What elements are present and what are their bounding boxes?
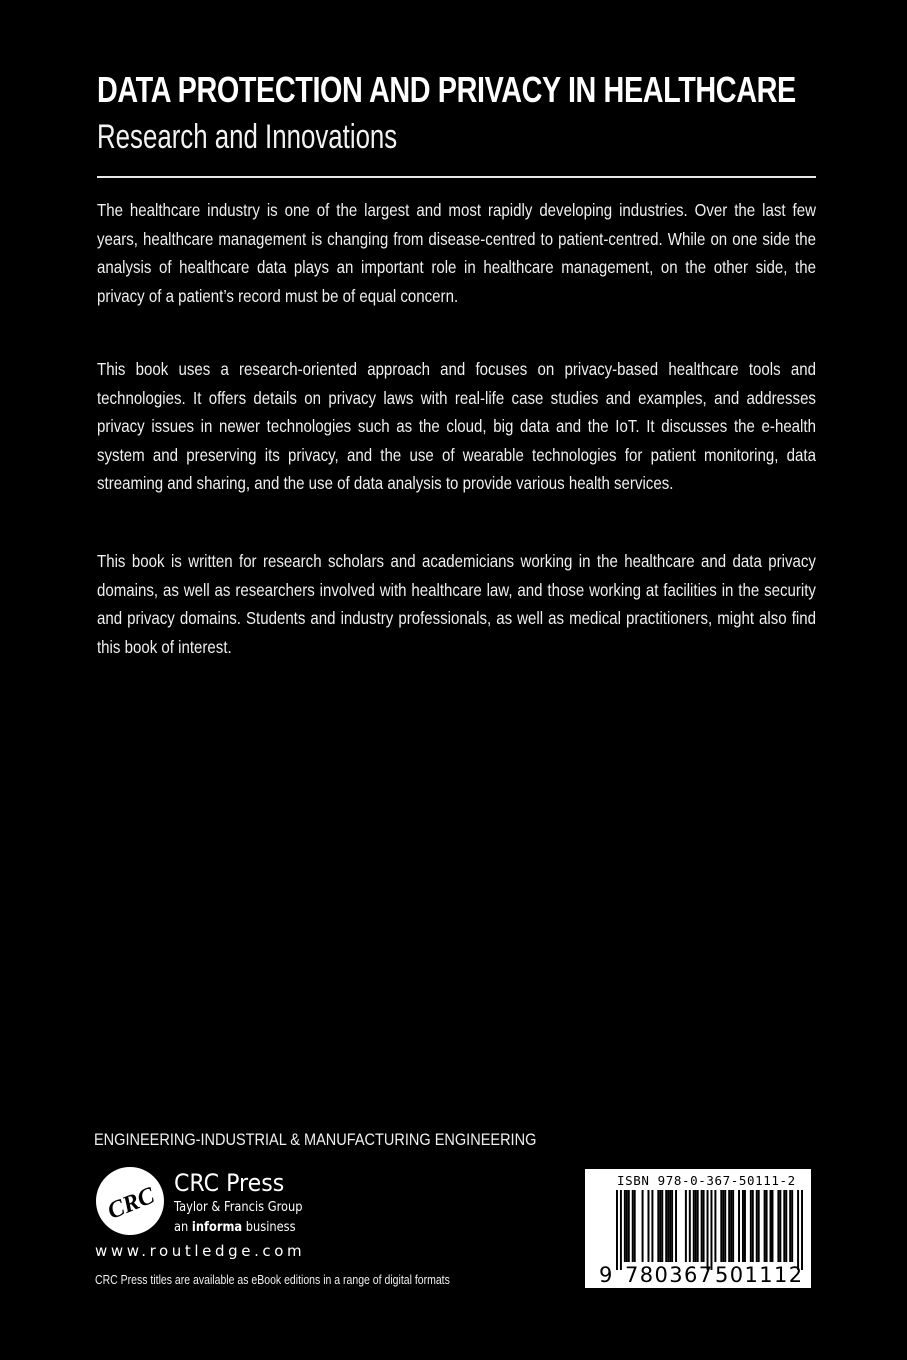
- barcode-bar: [791, 1190, 793, 1262]
- blurb-paragraph-2: [97, 355, 816, 498]
- barcode-bar: [632, 1190, 634, 1262]
- barcode-bar: [738, 1190, 740, 1262]
- publisher-informa: [174, 1220, 296, 1236]
- barcode-bar: [714, 1190, 716, 1262]
- informa-suffix: business: [245, 1220, 296, 1235]
- barcode-bar: [675, 1190, 677, 1262]
- barcode-bar: [730, 1190, 732, 1262]
- barcode-bar: [756, 1190, 758, 1262]
- ebook-note: CRC Press titles are available as eBook editions in a range of digital formats: [95, 1273, 450, 1287]
- barcode-bar: [651, 1190, 653, 1262]
- barcode-bar: [720, 1190, 722, 1262]
- barcode-bar: [642, 1190, 644, 1262]
- barcode-bar: [732, 1190, 734, 1262]
- barcode-bar: [695, 1190, 697, 1262]
- book-subtitle: Research and Innovations: [97, 118, 398, 156]
- isbn-barcode: [585, 1169, 811, 1288]
- barcode-bar: [616, 1190, 618, 1270]
- barcode-bar: [669, 1190, 671, 1262]
- barcode-bar: [701, 1190, 703, 1262]
- publisher-name: CRC Press: [174, 1169, 285, 1197]
- barcode-bar: [671, 1190, 673, 1262]
- barcode-bar: [703, 1190, 705, 1262]
- blurb-text: This book uses a research-oriented approach and focuses on privacy-based healthcare tools and technologies. It offers details on privacy laws with real-life case studies and examples, and addresses privacy issues in newer technologies such as the cloud, big data and the IoT. It discusses the e-health system and preserving its privacy, and the use of wearable technologies for patient monitoring, data streaming and sharing, and the use of data analysis to provide various health services.: [97, 359, 816, 493]
- publisher-url[interactable]: www.routledge.com: [95, 1242, 306, 1260]
- barcode-bar: [689, 1190, 691, 1262]
- barcode-bar: [628, 1190, 630, 1262]
- barcode-bars: [616, 1190, 803, 1270]
- barcode-bar: [620, 1190, 622, 1270]
- barcode-bar: [783, 1190, 785, 1262]
- title-divider: [97, 176, 816, 178]
- barcode-bar: [722, 1190, 724, 1262]
- subject-category: ENGINEERING-INDUSTRIAL & MANUFACTURING ENGINEERING: [94, 1131, 537, 1149]
- barcode-bar: [724, 1190, 726, 1262]
- barcode-bar: [744, 1190, 746, 1262]
- barcode-bar: [707, 1190, 709, 1270]
- barcode-bar: [661, 1190, 663, 1262]
- crc-logo-icon: [96, 1167, 164, 1235]
- barcode-bar: [750, 1190, 752, 1262]
- barcode-bar: [770, 1190, 772, 1262]
- barcode-bar: [758, 1190, 760, 1262]
- barcode-bar: [697, 1190, 699, 1262]
- barcode-bar: [785, 1190, 787, 1262]
- blurb-text: This book is written for research scholars and academicians working in the healthcare and data privacy domains, as well as researchers involved with healthcare law, and those working at facilities in the security and privacy domains. Students and industry professionals, as well as medical practitioners, might also find this book of interest.: [97, 551, 816, 657]
- informa-brand: informa: [191, 1220, 243, 1235]
- barcode-bar: [777, 1190, 779, 1262]
- barcode-bar: [693, 1190, 695, 1262]
- barcode-bar: [801, 1190, 803, 1270]
- crc-logo-mark: [96, 1167, 164, 1235]
- barcode-right-digits: 501112: [715, 1263, 804, 1287]
- barcode-bar: [665, 1190, 667, 1262]
- barcode-bar: [667, 1190, 669, 1262]
- barcode-bar: [624, 1190, 626, 1262]
- barcode-bar: [728, 1190, 730, 1262]
- barcode-bar: [634, 1190, 636, 1262]
- informa-prefix: an: [174, 1220, 189, 1235]
- barcode-bar: [789, 1190, 791, 1262]
- barcode-bar: [772, 1190, 774, 1262]
- barcode-bar: [779, 1190, 781, 1262]
- barcode-bar: [685, 1190, 687, 1262]
- barcode-bar: [710, 1190, 712, 1270]
- barcode-bar: [742, 1190, 744, 1262]
- barcode-bar: [752, 1190, 754, 1262]
- book-title: DATA PROTECTION AND PRIVACY IN HEALTHCARE: [97, 69, 796, 110]
- barcode-bar: [626, 1190, 628, 1262]
- barcode-bar: [647, 1190, 649, 1262]
- barcode-lead-digit: 9: [599, 1263, 613, 1287]
- blurb-text: The healthcare industry is one of the largest and most rapidly developing industries. Over the last few years, healthcare management is changing from disease-centred to patient-centred. While on one side the analysis of healthcare data plays an important role in healthcare management, on the other side, the privacy of a patient’s record must be of equal concern.: [97, 200, 816, 306]
- publisher-group: Taylor & Francis Group: [174, 1200, 303, 1215]
- barcode-bar: [657, 1190, 659, 1262]
- barcode-bar: [797, 1190, 799, 1270]
- barcode-bar: [764, 1190, 766, 1262]
- crc-logo-text: CRC: [103, 1182, 159, 1225]
- barcode-bar: [659, 1190, 661, 1262]
- blurb-paragraph-3: [97, 547, 816, 661]
- isbn-label: ISBN 978-0-367-50111-2: [617, 1173, 796, 1188]
- barcode-left-digits: 780367: [625, 1263, 714, 1287]
- barcode-bar: [766, 1190, 768, 1262]
- blurb-paragraph-1: [97, 196, 816, 310]
